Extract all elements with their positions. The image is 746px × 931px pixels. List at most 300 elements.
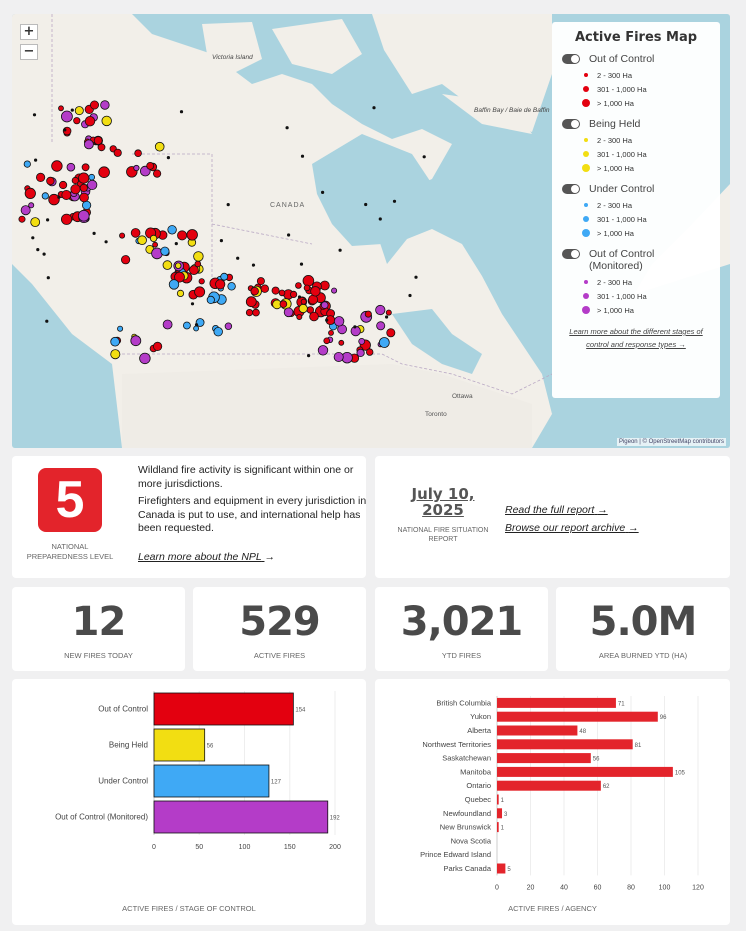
x-tick-label: 150 xyxy=(283,844,296,851)
fire-marker xyxy=(47,276,50,279)
fire-marker xyxy=(135,150,142,157)
baffin-bay-label: Baffin Bay / Baie de Baffin xyxy=(474,107,550,114)
fire-marker xyxy=(120,233,125,238)
fire-marker xyxy=(301,299,306,304)
category-label: Ontario xyxy=(466,781,491,791)
fire-marker xyxy=(303,275,314,286)
chart-caption: ACTIVE FIRES / AGENCY xyxy=(508,904,597,913)
npl-text-1: Wildland fire activity is significant within one or more jurisdictions. xyxy=(138,464,354,490)
legend-dot xyxy=(582,306,590,314)
legend-size-label: 301 - 1,000 Ha xyxy=(597,214,647,224)
fire-marker xyxy=(153,170,160,177)
fire-marker xyxy=(52,161,63,172)
fire-marker xyxy=(246,309,252,315)
legend-size-label: 2 - 300 Ha xyxy=(597,277,633,287)
legend-size-label: 2 - 300 Ha xyxy=(597,200,633,210)
fire-marker xyxy=(89,174,95,180)
fire-marker xyxy=(62,190,71,199)
fire-marker xyxy=(332,288,337,293)
bar xyxy=(154,729,205,761)
fire-marker xyxy=(298,295,301,298)
fire-marker xyxy=(163,320,172,329)
legend-learn-more-link[interactable]: Learn more about the different stages of control and response types → xyxy=(569,327,703,349)
fire-marker xyxy=(79,173,89,183)
fire-marker xyxy=(279,290,285,296)
fire-marker xyxy=(134,165,139,170)
x-tick-label: 0 xyxy=(495,884,499,892)
legend-size-row xyxy=(562,96,710,110)
fire-marker xyxy=(296,283,302,289)
legend-group-name: Out of Control (Monitored) xyxy=(589,248,655,272)
fire-marker xyxy=(334,352,343,361)
fire-marker xyxy=(31,236,34,239)
legend-size-label: > 1,000 Ha xyxy=(597,305,634,315)
fire-marker xyxy=(284,308,293,317)
x-tick-label: 60 xyxy=(593,884,602,892)
fire-marker xyxy=(195,261,201,267)
fire-marker xyxy=(228,283,236,291)
legend-group xyxy=(562,183,710,240)
fire-marker xyxy=(334,317,344,327)
legend-group-header[interactable] xyxy=(562,248,710,272)
fire-marker xyxy=(261,285,269,293)
fire-marker xyxy=(49,194,60,205)
npl-learn-more-link[interactable]: Learn more about the NPL → xyxy=(138,551,275,563)
bar xyxy=(497,808,502,818)
fire-marker xyxy=(221,273,228,280)
fire-marker xyxy=(80,184,87,191)
fire-marker xyxy=(178,231,187,240)
layer-toggle[interactable] xyxy=(562,119,580,129)
fire-marker xyxy=(101,101,110,110)
zoom-out-button[interactable]: − xyxy=(20,44,38,60)
arrow-right-icon: → xyxy=(264,551,275,563)
legend-dot xyxy=(584,73,588,77)
category-label: Yukon xyxy=(470,712,491,722)
fire-marker xyxy=(195,323,198,326)
bar xyxy=(497,712,658,722)
fire-marker xyxy=(357,349,364,356)
fire-marker xyxy=(321,302,328,309)
legend-size-label: 301 - 1,000 Ha xyxy=(597,149,647,159)
category-label: Being Held xyxy=(108,740,148,750)
victoria-island-label: Victoria Island xyxy=(212,54,253,61)
legend-size-row xyxy=(562,68,710,82)
fire-marker xyxy=(280,301,287,308)
fire-marker xyxy=(199,279,204,284)
fire-marker xyxy=(45,320,48,323)
fire-marker xyxy=(155,142,164,151)
legend-group xyxy=(562,248,710,317)
fire-marker xyxy=(310,312,319,321)
legend-group xyxy=(562,53,710,110)
fire-marker xyxy=(227,203,230,206)
fire-marker xyxy=(304,285,310,291)
arrow-right-icon: → xyxy=(597,504,608,516)
read-full-report-link[interactable]: Read the full report → xyxy=(505,504,608,516)
fire-marker xyxy=(85,116,95,126)
stat-card-area-burned xyxy=(556,587,730,671)
legend-dot xyxy=(584,280,588,284)
fire-marker xyxy=(36,248,39,251)
category-label: Parks Canada xyxy=(443,864,491,873)
fire-marker xyxy=(84,140,93,149)
fire-marker xyxy=(46,218,49,221)
fire-marker xyxy=(131,336,141,346)
x-tick-label: 20 xyxy=(526,884,535,892)
fire-marker xyxy=(379,217,382,220)
value-label: 1 xyxy=(500,825,505,832)
legend-dot xyxy=(582,99,590,107)
canada-label: CANADA xyxy=(270,202,306,209)
fire-marker xyxy=(318,346,328,356)
fire-marker xyxy=(195,287,205,297)
fire-marker xyxy=(324,338,330,344)
fire-marker xyxy=(75,107,83,115)
fire-marker xyxy=(385,315,388,318)
fire-marker xyxy=(253,309,260,316)
x-tick-label: 40 xyxy=(560,884,568,892)
category-label: Newfoundland xyxy=(443,808,491,818)
stat-card-active-fires xyxy=(193,587,366,671)
value-label: 81 xyxy=(634,742,642,749)
fire-marker xyxy=(153,342,161,350)
stat-value: 3,021 xyxy=(400,599,523,645)
fire-marker xyxy=(168,226,177,235)
fire-marker xyxy=(138,236,147,245)
category-label: Manitoba xyxy=(460,767,491,777)
layer-toggle[interactable] xyxy=(562,249,580,259)
fire-marker xyxy=(297,314,302,319)
legend-size-label: 301 - 1,000 Ha xyxy=(597,84,647,94)
chart-card-agency xyxy=(375,679,730,925)
fire-marker xyxy=(163,261,172,270)
chart-card-stage xyxy=(12,679,366,925)
fire-marker xyxy=(207,296,214,303)
fire-marker xyxy=(257,278,264,285)
fire-marker xyxy=(377,322,385,330)
bar xyxy=(497,781,601,791)
legend-size-row xyxy=(562,226,710,240)
report-label: NATIONAL FIRE SITUATION REPORT xyxy=(397,527,489,543)
value-label: 192 xyxy=(329,815,340,822)
legend-size-label: 301 - 1,000 Ha xyxy=(597,291,647,301)
fire-marker xyxy=(57,196,60,199)
map-attribution[interactable]: Pigeon | © OpenStreetMap contributors xyxy=(618,439,724,445)
report-date-link[interactable]: July 10, 2025 xyxy=(411,485,475,519)
layer-toggle[interactable] xyxy=(562,184,580,194)
stat-card-ytd-fires xyxy=(375,587,548,671)
legend-dot xyxy=(584,203,588,207)
fire-marker xyxy=(339,340,344,345)
legend-group-name: Out of Control xyxy=(589,53,655,65)
agency-chart xyxy=(375,679,730,899)
value-label: 62 xyxy=(602,784,610,791)
fire-marker xyxy=(365,311,371,317)
fire-marker xyxy=(194,252,204,262)
arrow-right-icon: → xyxy=(628,522,639,534)
fire-marker xyxy=(94,137,102,145)
x-tick-label: 200 xyxy=(329,844,341,851)
fire-marker xyxy=(118,326,123,331)
chart-caption: ACTIVE FIRES / STAGE OF CONTROL xyxy=(122,904,256,913)
bar xyxy=(497,822,499,832)
legend-group xyxy=(562,118,710,175)
stat-value: 5.0M xyxy=(589,599,697,645)
stat-card-new-fires xyxy=(12,587,185,671)
fire-marker xyxy=(147,162,154,169)
fire-marker xyxy=(366,349,373,356)
fire-marker xyxy=(214,327,223,336)
browse-report-archive-link[interactable]: Browse our report archive → xyxy=(505,522,639,534)
fire-marker xyxy=(61,111,72,122)
fire-marker xyxy=(177,290,183,296)
fire-marker xyxy=(34,159,37,162)
map-legend xyxy=(552,22,720,398)
fire-marker xyxy=(59,106,64,111)
fire-marker xyxy=(329,330,334,335)
fire-marker xyxy=(88,180,97,189)
category-label: Northwest Territories xyxy=(422,739,491,749)
fire-marker xyxy=(183,322,190,329)
fire-marker xyxy=(47,177,55,185)
fire-marker xyxy=(386,310,391,315)
fire-marker xyxy=(29,203,34,208)
stat-label: ACTIVE FIRES xyxy=(253,651,306,660)
fire-marker xyxy=(311,287,321,297)
value-label: 71 xyxy=(617,701,625,708)
fire-marker xyxy=(169,280,179,290)
value-label: 127 xyxy=(270,779,281,786)
fire-marker xyxy=(175,263,181,269)
fire-marker xyxy=(191,302,194,305)
x-tick-label: 0 xyxy=(152,844,156,851)
fire-marker xyxy=(321,191,324,194)
bar xyxy=(497,726,577,736)
fire-marker xyxy=(236,257,239,260)
bar xyxy=(154,693,293,725)
legend-size-row xyxy=(562,289,710,303)
fire-marker xyxy=(78,210,89,221)
legend-dot xyxy=(582,164,590,172)
fire-marker xyxy=(99,167,110,178)
fire-marker xyxy=(80,193,89,202)
fire-marker xyxy=(180,110,183,113)
fire-marker xyxy=(31,218,40,227)
fire-marker xyxy=(140,353,151,364)
legend-size-row xyxy=(562,212,710,226)
stat-value: 12 xyxy=(71,599,126,645)
fire-marker xyxy=(82,164,89,171)
fire-marker xyxy=(372,106,375,109)
x-tick-label: 100 xyxy=(238,844,251,851)
stat-label: AREA BURNED YTD (HA) xyxy=(598,651,688,660)
fire-marker xyxy=(111,337,120,346)
bar xyxy=(497,698,616,708)
legend-dot xyxy=(583,151,589,157)
category-label: Out of Control (Monitored) xyxy=(55,812,148,822)
npl-description xyxy=(138,464,368,540)
fire-marker xyxy=(376,305,385,314)
fire-marker xyxy=(61,214,71,224)
value-label: 1 xyxy=(500,798,505,804)
bar xyxy=(497,767,673,777)
category-label: Saskatchewan xyxy=(442,753,491,763)
category-label: Alberta xyxy=(467,726,491,735)
legend-size-row xyxy=(562,198,710,212)
fire-marker xyxy=(287,233,290,236)
stat-value: 529 xyxy=(239,599,320,645)
fire-marker xyxy=(300,263,303,266)
fire-marker xyxy=(93,232,96,235)
legend-size-row xyxy=(562,82,710,96)
x-tick-label: 50 xyxy=(195,844,204,851)
legend-size-label: > 1,000 Ha xyxy=(597,163,634,173)
fire-marker xyxy=(59,181,66,188)
bar xyxy=(154,801,328,833)
fire-marker xyxy=(423,155,426,158)
fire-marker xyxy=(359,338,365,344)
fire-marker xyxy=(131,229,140,238)
fire-marker xyxy=(67,163,75,171)
fire-marker xyxy=(71,185,80,194)
fire-marker xyxy=(71,109,74,112)
legend-size-label: 2 - 300 Ha xyxy=(597,135,633,145)
fire-marker xyxy=(161,247,169,255)
legend-dot xyxy=(583,86,589,92)
category-label: Quebec xyxy=(464,795,491,804)
fire-marker xyxy=(353,325,356,328)
fire-marker xyxy=(194,326,199,331)
legend-size-row xyxy=(562,133,710,147)
npl-card xyxy=(12,456,366,578)
fire-marker xyxy=(25,188,35,198)
fire-marker xyxy=(414,276,417,279)
legend-size-row xyxy=(562,147,710,161)
fire-marker xyxy=(24,161,30,167)
fire-marker xyxy=(175,242,178,245)
fire-marker xyxy=(301,155,304,158)
fire-marker xyxy=(339,249,342,252)
value-label: 56 xyxy=(206,743,214,750)
fire-marker xyxy=(121,256,129,264)
fire-marker xyxy=(36,173,44,181)
legend-group-header[interactable] xyxy=(562,118,710,130)
layer-toggle[interactable] xyxy=(562,54,580,64)
legend-dot xyxy=(584,138,588,142)
fire-marker xyxy=(105,240,108,243)
npl-level-label: NATIONAL PREPAREDNESS LEVEL xyxy=(26,542,114,561)
fire-marker xyxy=(114,149,121,156)
toronto-label: Toronto xyxy=(425,411,447,418)
legend-size-label: > 1,000 Ha xyxy=(597,98,634,108)
value-label: 105 xyxy=(674,770,685,777)
stat-label: NEW FIRES TODAY xyxy=(64,651,133,660)
fire-marker xyxy=(220,239,223,242)
x-tick-label: 120 xyxy=(692,884,704,892)
fire-marker xyxy=(290,291,296,297)
report-card xyxy=(375,456,730,578)
legend-title: Active Fires Map xyxy=(574,30,698,45)
npl-text-2: Firefighters and equipment in every jurisdiction in Canada is put to use, and international help has been requested. xyxy=(138,495,367,534)
fire-marker xyxy=(167,156,170,159)
legend-group-name: Under Control xyxy=(589,183,655,195)
bar xyxy=(154,765,269,797)
legend-dot xyxy=(583,216,589,222)
category-label: Under Control xyxy=(98,776,148,786)
legend-size-label: 2 - 300 Ha xyxy=(597,70,633,80)
value-label: 5 xyxy=(507,867,511,873)
legend-size-row xyxy=(562,275,710,289)
x-tick-label: 100 xyxy=(658,884,671,892)
fire-marker xyxy=(43,253,46,256)
legend-size-row xyxy=(562,303,710,317)
value-label: 96 xyxy=(659,715,667,722)
fire-marker xyxy=(74,118,80,124)
fire-marker xyxy=(246,297,256,307)
fire-marker xyxy=(19,216,25,222)
fire-marker xyxy=(72,177,78,183)
x-tick-label: 80 xyxy=(627,884,635,892)
zoom-in-button[interactable]: + xyxy=(20,24,38,40)
category-label: Nova Scotia xyxy=(450,836,491,846)
category-label: Out of Control xyxy=(98,704,148,714)
fire-marker xyxy=(393,200,396,203)
fire-marker xyxy=(150,235,156,241)
fire-marker xyxy=(408,294,411,297)
bar xyxy=(497,795,499,805)
fire-marker xyxy=(187,230,198,241)
fire-marker xyxy=(251,287,259,295)
fire-marker xyxy=(111,350,120,359)
stage-of-control-chart xyxy=(12,679,366,899)
fire-marker xyxy=(307,354,310,357)
value-label: 48 xyxy=(579,729,587,735)
active-fires-map[interactable] xyxy=(12,14,730,448)
fire-marker xyxy=(387,329,395,337)
legend-size-label: > 1,000 Ha xyxy=(597,228,634,238)
fire-marker xyxy=(379,338,389,348)
value-label: 154 xyxy=(295,707,306,714)
fire-marker xyxy=(102,116,112,126)
npl-level-badge: 5 xyxy=(38,468,102,532)
legend-group-header[interactable] xyxy=(562,183,710,195)
fire-marker xyxy=(33,113,36,116)
fire-marker xyxy=(153,242,158,247)
legend-size-row xyxy=(562,161,710,175)
fire-marker xyxy=(299,304,307,312)
fire-marker xyxy=(225,323,232,330)
stat-label: YTD FIRES xyxy=(441,651,482,660)
legend-group-name: Being Held xyxy=(589,118,641,130)
fire-marker xyxy=(42,193,48,199)
fire-marker xyxy=(63,128,66,131)
bar xyxy=(497,864,505,874)
value-label: 56 xyxy=(592,756,600,763)
bar xyxy=(497,739,633,749)
legend-dot xyxy=(583,293,589,299)
value-label: 3 xyxy=(504,811,508,818)
legend-dot xyxy=(582,229,590,237)
legend-group-header[interactable] xyxy=(562,53,710,65)
category-label: Prince Edward Island xyxy=(420,850,491,860)
fire-marker xyxy=(90,101,98,109)
category-label: British Columbia xyxy=(436,698,491,708)
category-label: New Brunswick xyxy=(439,822,491,832)
fire-marker xyxy=(272,287,279,294)
fire-marker xyxy=(364,203,367,206)
ottawa-label: Ottawa xyxy=(452,393,473,400)
